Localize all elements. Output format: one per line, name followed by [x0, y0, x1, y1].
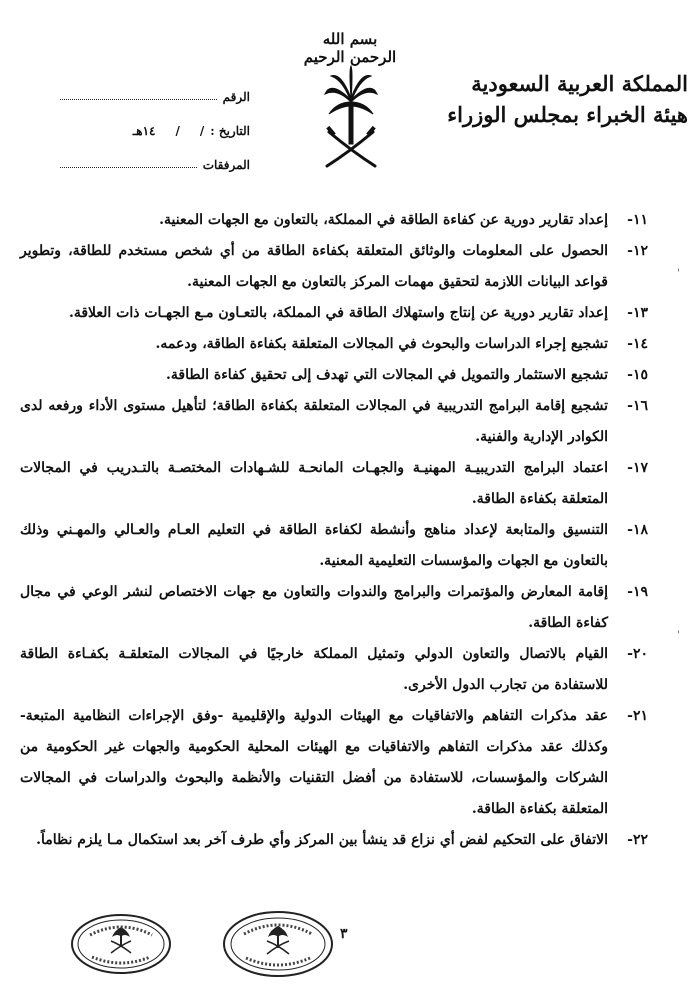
- attachments-label: المرفقات: [202, 158, 250, 172]
- clause-item: [20, 577, 648, 639]
- clause-number: ١٢-: [627, 243, 648, 259]
- date-placeholder: [60, 124, 204, 138]
- official-seal-right-icon: [222, 910, 334, 978]
- clause-text: اعتماد البرامج التدريبيـة المهنيـة والجهـات المانحـة للشـهادات المختصـة بالتـدريب في المجالات المتعلقة بكفاءة الطاقة.: [20, 460, 608, 507]
- margin-mark: ': [677, 630, 680, 641]
- letterhead-title: [438, 68, 688, 130]
- clause-item: [20, 639, 648, 701]
- attachments-line: [60, 155, 197, 168]
- clause-text: تشجيع إقامة البرامج التدريبية في المجالات المتعلقة بكفاءة الطاقة؛ لتأهيل مستوى الأداء ورفعه لدى الكوادر الإدارية والفنية.: [20, 398, 608, 445]
- clause-text: القيام بالاتصال والتعاون الدولي وتمثيل المملكة خارجيًا في المجالات المتعلقـة بكفـاءة الطاقة للاستفادة من تجارب الدول الأخرى.: [20, 646, 608, 693]
- clause-text: تشجيع الاستثمار والتمويل في المجالات التي تهدف إلى تحقيق كفاءة الطاقة.: [166, 367, 608, 383]
- official-seal-left-icon: [70, 913, 172, 975]
- clause-item: [20, 205, 648, 236]
- clause-item: [20, 329, 648, 360]
- clause-text: الاتفاق على التحكيم لفض أي نزاع قد ينشأ بين المركز وأي طرف آخر بعد استكمال مـا يلزم نظاماً.: [36, 832, 608, 848]
- clause-item: [20, 825, 648, 856]
- clause-item: [20, 701, 648, 825]
- palm-and-swords-emblem-icon: [323, 62, 379, 172]
- basmala: بسم الله الرحمن الرحيم: [303, 30, 397, 66]
- clause-number: ١٦-: [627, 398, 648, 414]
- clause-text: إقامة المعارض والمؤتمرات والبرامج والندوات والتعاون مع جهات الاختصاص لنشر الوعي في مجال كفاءة الطاقة.: [20, 584, 608, 631]
- date-label: التاريخ :: [210, 124, 250, 138]
- clause-item: [20, 298, 648, 329]
- clause-number: ١٥-: [627, 367, 648, 383]
- date-row: [60, 104, 250, 138]
- clause-number: ١٧-: [627, 460, 648, 476]
- clause-number: ١٣-: [627, 305, 648, 321]
- clause-number: ١٨-: [627, 522, 648, 538]
- date-separator: /: [199, 124, 205, 138]
- clause-text: إعداد تقارير دورية عن كفاءة الطاقة في المملكة، بالتعاون مع الجهات المعنية.: [159, 212, 608, 228]
- clause-item: [20, 453, 648, 515]
- clause-number: ٢٠-: [627, 646, 648, 662]
- reference-block: [60, 70, 250, 172]
- date-hijri-suffix: ١٤هـ: [132, 124, 156, 138]
- clause-number: ٢٢-: [627, 832, 648, 848]
- clause-item: [20, 360, 648, 391]
- clause-item: [20, 391, 648, 453]
- clause-text: تشجيع إجراء الدراسات والبحوث في المجالات المتعلقة بكفاءة الطاقة، ودعمه.: [155, 336, 608, 352]
- clause-text: الحصول على المعلومات والوثائق المتعلقة بكفاءة الطاقة من أي شخص مستخدم للطاقة، وتطوير قواعد البيانات اللازمة لتحقيق مهمات المركز بالتعاون مع الجهات المعنية.: [20, 243, 608, 290]
- numbered-clauses: [20, 205, 648, 856]
- clause-item: [20, 236, 648, 298]
- page-number: ٣: [340, 926, 348, 942]
- clause-number: ١٩-: [627, 584, 648, 600]
- issuing-body-name: هيئة الخبراء بمجلس الوزراء: [447, 102, 688, 127]
- clause-text: إعداد تقارير دورية عن إنتاج واستهلاك الطاقة في المملكة، بالتعـاون مـع الجهـات ذات العلاقة.: [68, 305, 608, 321]
- clause-item: [20, 515, 648, 577]
- margin-mark: ': [677, 268, 680, 279]
- reference-number-line: [60, 87, 217, 100]
- clause-number: ١٤-: [627, 336, 648, 352]
- date-separator: /: [175, 124, 180, 138]
- reference-number-row: [60, 70, 250, 104]
- reference-number-label: الرقم: [222, 90, 250, 104]
- clause-number: ١١-: [627, 212, 648, 228]
- clause-text: عقد مذكرات التفاهم والاتفاقيات مع الهيئات الدولية والإقليمية -وفق الإجراءات النظامية المتبعة- وكذلك عقد مذكرات التفاهم والاتفاقيات مع الهيئات المحلية الحكومية والجهات غير الحكومية من الشركات والمؤسسات، للاستفادة من أفضل التقنيات والأنظمة والبحوث والدراسات في المجالات المتعلقة بكفاءة الطاقة.: [20, 708, 608, 817]
- clause-text: التنسيق والمتابعة لإعداد مناهج وأنشطة لكفاءة الطاقة في التعليم العـام والعـالي والمهـني وذلك بالتعاون مع الجهات والمؤسسات التعليمية المعنية.: [20, 522, 608, 569]
- clause-number: ٢١-: [627, 708, 648, 724]
- kingdom-name: المملكة العربية السعودية: [471, 71, 688, 96]
- attachments-row: [60, 138, 250, 172]
